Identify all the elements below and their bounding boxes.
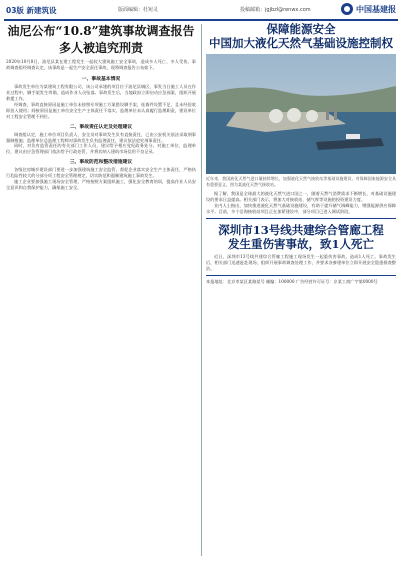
right-second-title-line1: 深圳市13号线共建综合管廊工程 — [218, 223, 384, 237]
left-subheading-1: 一、事故基本情况 — [81, 77, 121, 83]
section-label: 03版 新建筑设 — [6, 6, 57, 15]
left-article — [6, 22, 196, 191]
lng-terminal-photo — [206, 54, 396, 174]
publisher-notice: 本报地址：北京市某区某路某号 邮编：100000 广告经营许可证号：京某工商广字第0000号 — [206, 278, 378, 284]
left-subheading-2: 二、事故责任认定及处理建议 — [69, 124, 133, 130]
left-paragraph: 经调查，事故直接原因是施工单位未按照专项施工方案搭设脚手架，连墙件设置不足，且未经验收即投入使用；间接原因是施工单位安全生产主体责任不落实，监理单位未认真履行监理职责，建设单位对工程安全管理不到位。 — [6, 101, 196, 119]
logo-icon — [341, 3, 353, 15]
left-article-title-line2: 多人被追究刑责 — [58, 41, 143, 55]
left-paragraph: 调查组认定，施工单位项目负责人、安全员对事故发生负有直接责任，已由公安机关依法采取刑事强制措施；监理单位总监理工程师对事故发生负有监理责任，建议依法追究刑事责任。 — [6, 131, 196, 143]
left-article-lead: 2020年10月8日，油尼县某在建工程发生一起较大建筑施工安全事故，造成多人死亡、多人受伤。事故调查组经调查认定，该事故是一起生产安全责任事故，现将调查报告公布如下。 — [6, 59, 196, 70]
right-paragraph: 据了解，我国是全球最大的液化天然气进口国之一，随着天然气消费需求不断增长，对基础设施建设的要求日益提高。相关部门表示，将加大对接收站、储气库等设施的投资建设力度。 — [206, 191, 396, 203]
right-paragraph: 近日，深圳市13号线共建综合管廊工程施工现场发生一起重伤害事故，造成1人死亡。事故发生后，相关部门迅速赶赴现场，组织开展事故调查处理工作，并要求各参建单位立即开展安全隐患排查整治。 — [206, 254, 396, 271]
right-article-title-line1: 保障能源安全 — [266, 22, 336, 36]
logo-text: 中国基建报 — [356, 4, 396, 14]
left-subheading-3: 三、事故防范和整改措施建议 — [69, 160, 133, 166]
left-paragraph: 事故发生单位为某建筑工程有限公司，该公司承建的项目位于油尼县城区，事发当日施工人员在作业过程中，脚手架发生坍塌，造成作业人员坠落。事故发生后，当地政府立即启动应急预案，组织开展救援工作。 — [6, 84, 196, 101]
header-rule — [4, 19, 398, 21]
right-article-title-line2: 中国加大液化天然气基础设施控制权 — [209, 36, 393, 50]
left-paragraph: 同时，对负有监管责任的有关部门工作人员，建议给予相应党纪政务处分。对施工单位、监理单位，建议由应急管理部门依法给予行政处罚，并将其纳入建筑市场信用不良记录。 — [6, 143, 196, 155]
left-paragraph: 施工企业要加强施工现场安全管理，严格按照方案组织施工，强化安全教育培训，提高作业人员安全意识和自我保护能力，确保施工安全。 — [6, 179, 196, 190]
section-divider — [206, 218, 396, 219]
editor-label: 版面编辑：杜宛灵 — [118, 7, 159, 13]
left-article-title-line1: 油尼公布“10.8”建筑事故调查报告 — [7, 24, 195, 38]
right-column — [206, 22, 396, 289]
page-header — [0, 0, 402, 20]
right-second-title-line2: 发生重伤害事故，致1人死亡 — [227, 237, 374, 251]
photo-caption: 近年来，我国液化天然气进口量持续增长，加强液化天然气接收站等基础设施建设，对保障国家能源安全具有重要意义。图为某液化天然气接收站。 — [206, 176, 396, 187]
right-paragraph: 业内人士指出，加快推进液化天然气基础设施建设，有助于提升储气调峰能力，增强能源供应保障水平。目前，多个沿海接收站项目正在加紧建设中，部分项目已进入调试阶段。 — [206, 203, 396, 214]
contact-label: 投稿邮箱：jgjbzl@renwx.com — [240, 7, 311, 13]
footer-divider — [206, 275, 396, 276]
newspaper-logo — [341, 3, 396, 15]
left-paragraph: 各级住房城乡建设部门要进一步加强建筑施工安全监管，督促企业落实安全生产主体责任，严格执行危险性较大的分部分项工程安全管理规定，切实防范和遏制建筑施工事故发生。 — [6, 167, 196, 179]
column-divider — [201, 24, 202, 556]
